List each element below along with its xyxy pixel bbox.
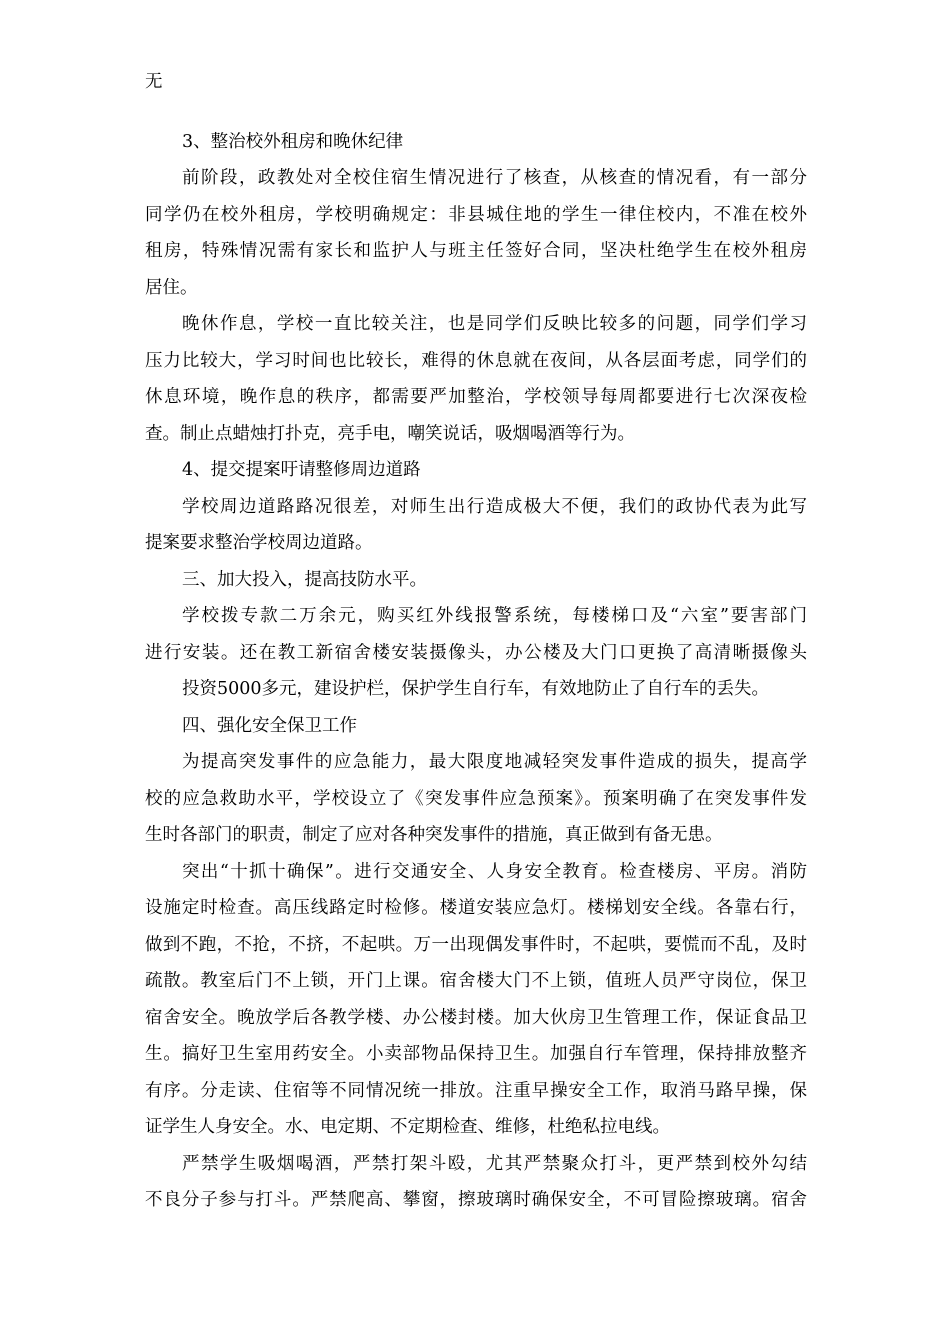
text-line: 投资5000多元，建设护栏，保护学生自行车，有效地防止了自行车的丢失。: [182, 679, 770, 699]
text-line: 压力比较大，学习时间也比较长，难得的休息就在夜间，从各层面考虑，同学们的: [145, 350, 807, 371]
text-line: 晚休作息，学校一直比较关注，也是同学们反映比较多的问题，同学们学习: [182, 314, 807, 334]
text-line: 学校周边道路路况很差，对师生出行造成极大不便，我们的政协代表为此写: [182, 496, 807, 517]
text-line: 不良分子参与打斗。严禁爬高、攀窗，擦玻璃时确保安全，不可冒险擦玻璃。宿舍: [145, 1190, 807, 1210]
text-line: 租房，特殊情况需有家长和监护人与班主任签好合同，坚决杜绝学生在校外租房: [145, 241, 807, 261]
text-line: 为提高突发事件的应急能力，最大限度地减轻突发事件造成的损失，提高学: [182, 752, 807, 772]
text-line: 前阶段，政教处对全校住宿生情况进行了核查，从核查的情况看，有一部分: [182, 168, 807, 188]
text-line: 进行安装。还在教工新宿舍楼安装摄像头，办公楼及大门口更换了高清晰摄像头: [145, 642, 807, 663]
text-line: 有序。分走读、住宿等不同情况统一排放。注重早操安全工作，取消马路早操，保: [145, 1080, 807, 1101]
text-line: 做到不跑，不抢，不挤，不起哄。万一出现偶发事件时，不起哄，要慌而不乱，及时: [145, 934, 807, 955]
text-line: 疏散。教室后门不上锁，开门上课。宿舍楼大门不上锁，值班人员严守岗位，保卫: [145, 971, 807, 991]
document-body: [145, 64, 807, 1219]
text-line: 同学仍在校外租房，学校明确规定：非县城住地的学生一律住校内，不准在校外: [145, 204, 807, 225]
text-line: 居住。: [145, 277, 198, 298]
text-line: 四、强化安全保卫工作: [182, 715, 357, 736]
text-line: 查。制止点蜡烛打扑克，亮手电，嘲笑说话，吸烟喝酒等行为。: [145, 423, 635, 444]
text-line: 生时各部门的职责，制定了应对各种突发事件的措施，真正做到有备无患。: [145, 825, 723, 845]
text-line: 严禁学生吸烟喝酒，严禁打架斗殴，尤其严禁聚众打斗，更严禁到校外勾结: [182, 1153, 807, 1174]
text-line: 生。搞好卫生室用药安全。小卖部物品保持卫生。加强自行车管理，保持排放整齐: [145, 1044, 807, 1064]
text-line: 提案要求整治学校周边道路。: [145, 533, 373, 553]
text-line: 无: [145, 72, 163, 92]
text-line: 3、整治校外租房和晚休纪律: [182, 131, 404, 152]
text-line: 4、提交提案吁请整修周边道路: [182, 460, 421, 480]
text-line: 证学生人身安全。水、电定期、不定期检查、维修，杜绝私拉电线。: [145, 1117, 670, 1137]
text-line: 学校拨专款二万余元，购买红外线报警系统，每楼梯口及“六室”要害部门: [182, 606, 807, 626]
text-line: 宿舍安全。晚放学后各教学楼、办公楼封楼。加大伙房卫生管理工作，保证食品卫: [145, 1007, 807, 1028]
text-line: 三、加大投入，提高技防水平。: [182, 569, 427, 590]
text-line: 休息环境，晚作息的秩序，都需要严加整治，学校领导每周都要进行七次深夜检: [145, 387, 807, 407]
text-line: 突出“十抓十确保”。进行交通安全、人身安全教育。检查楼房、平房。消防: [182, 861, 807, 882]
text-line: 校的应急救助水平，学校设立了《突发事件应急预案》。预案明确了在突发事件发: [145, 788, 807, 809]
paragraph-gap: [145, 101, 807, 124]
text-line: 设施定时检查。高压线路定时检修。楼道安装应急灯。楼梯划安全线。各靠右行，: [145, 898, 807, 918]
